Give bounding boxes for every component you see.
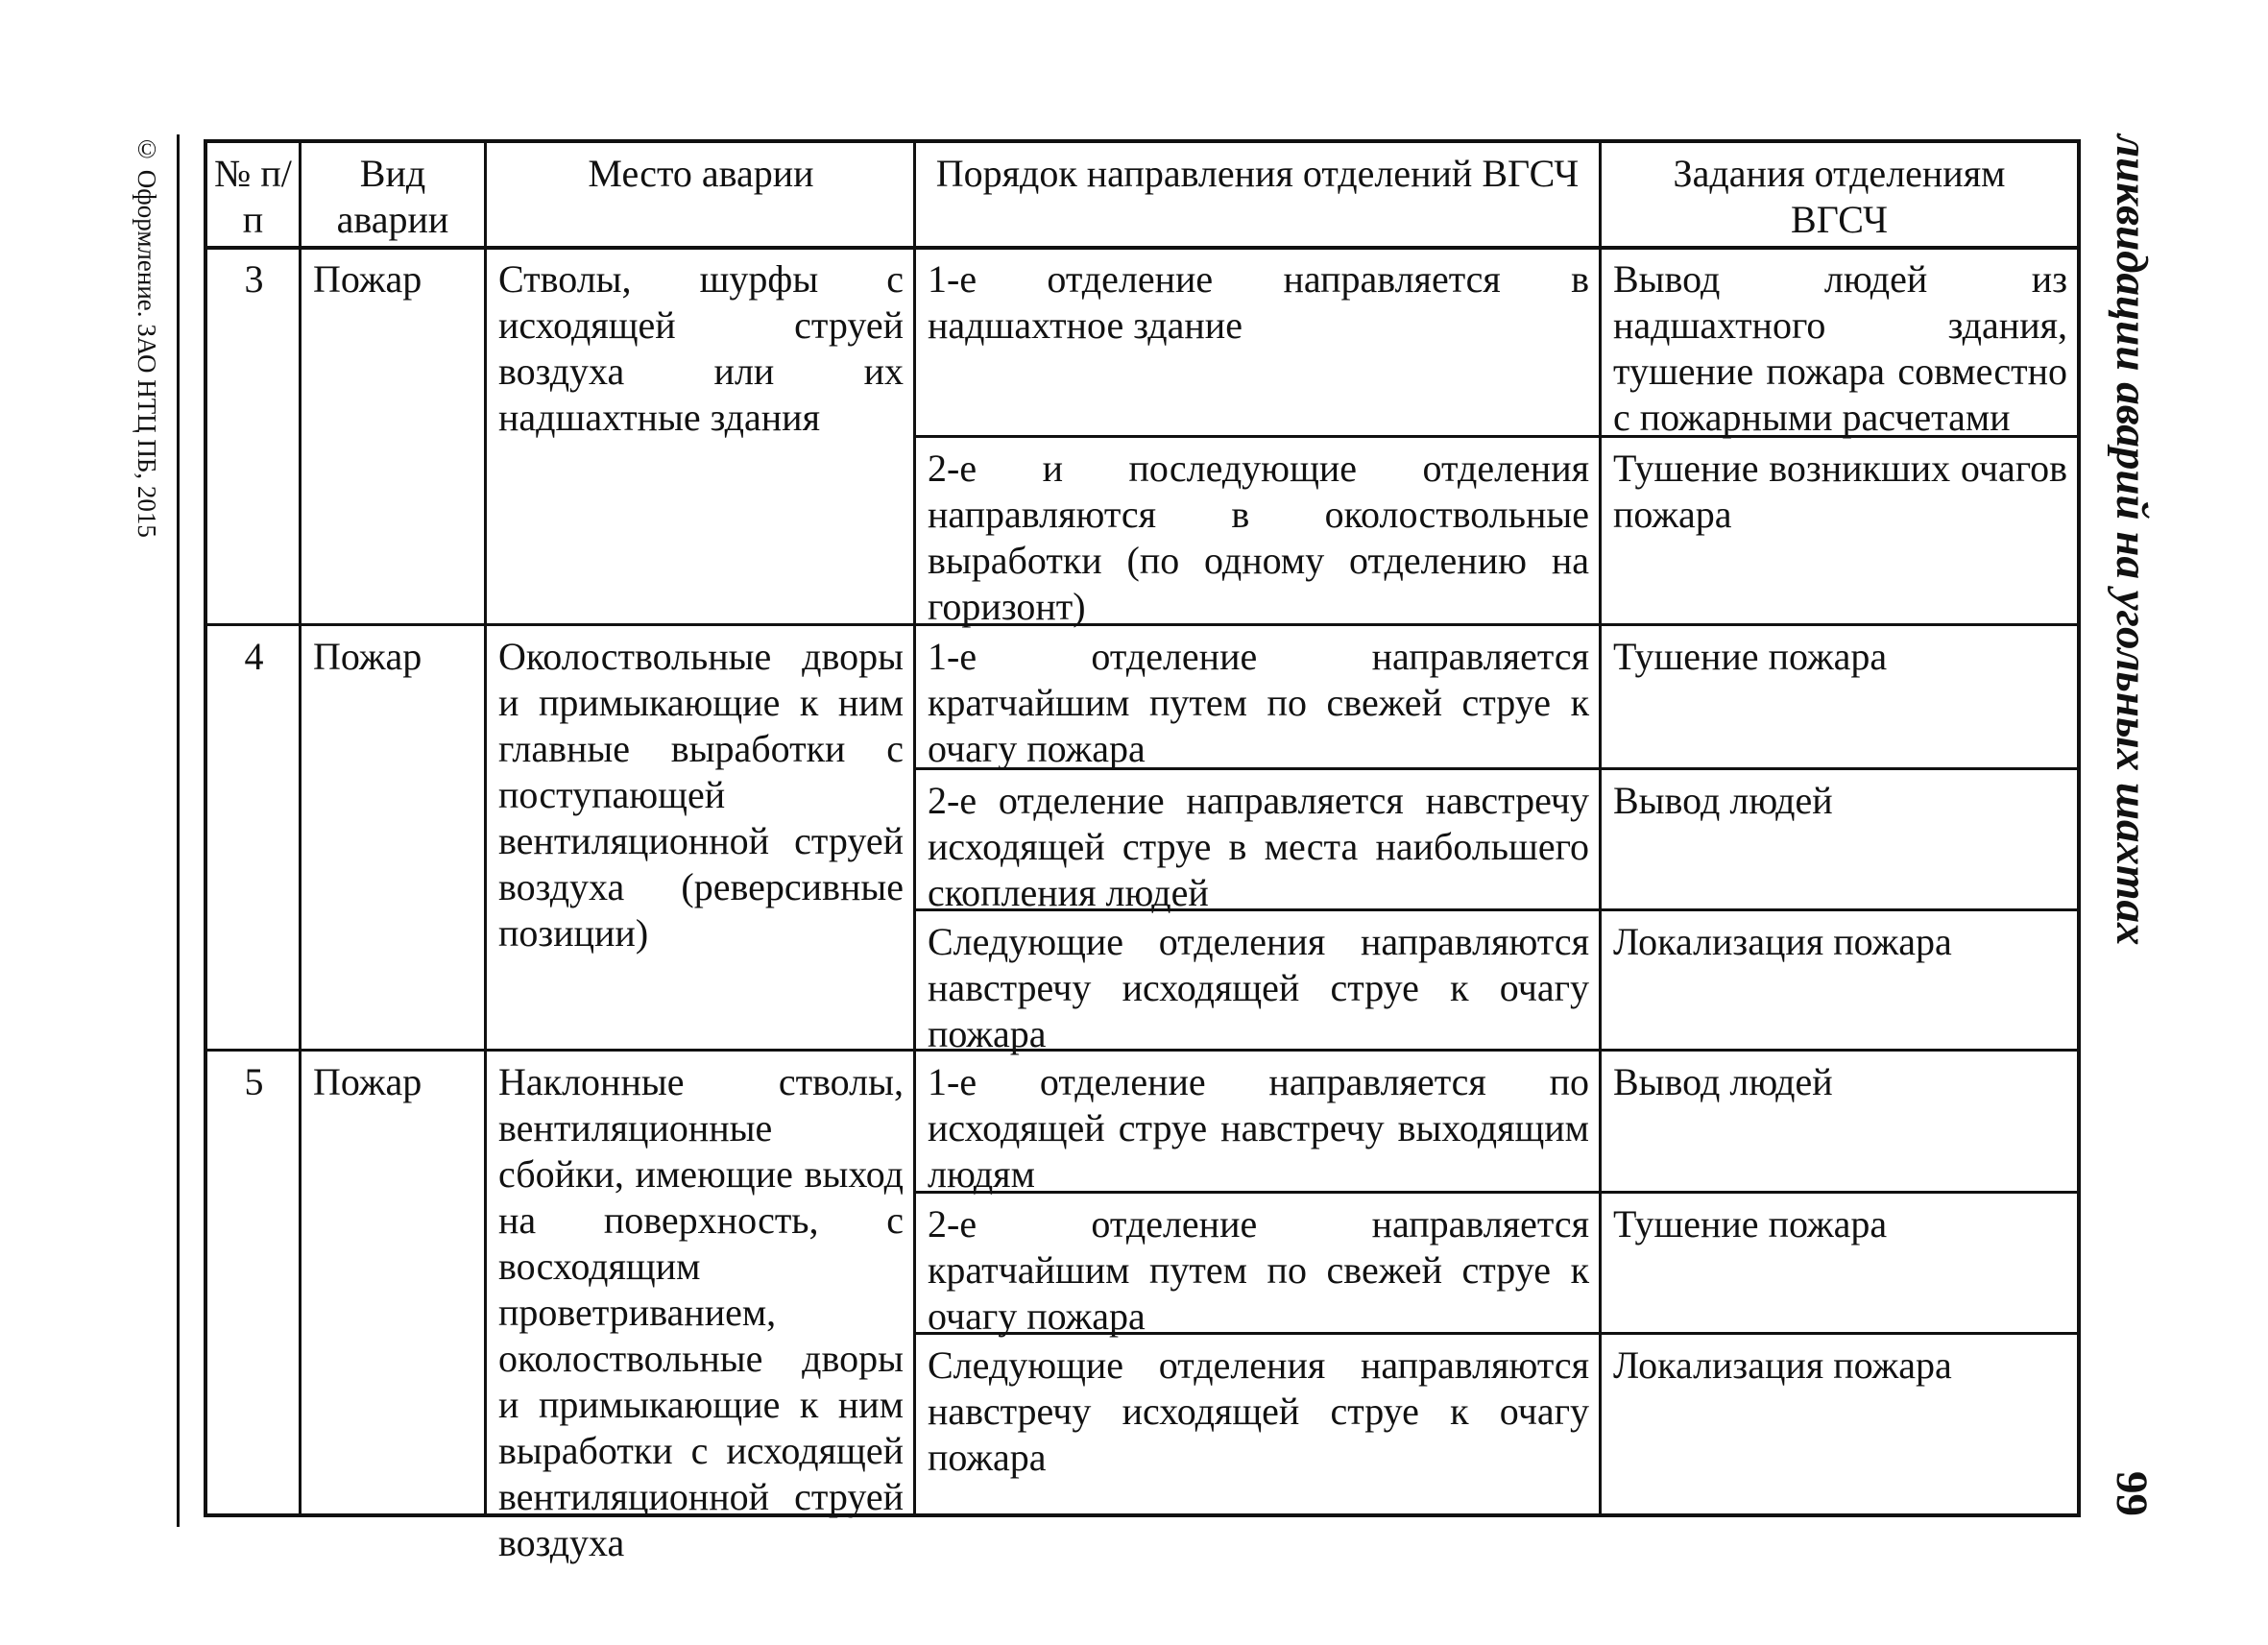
dispatch-order: 2-е и последующие отделения направляются в околоствольные выработки (по одному отделению на горизонт) (928, 447, 1589, 628)
page-number: 99 (2107, 1471, 2157, 1516)
row-number: 4 (244, 635, 264, 678)
row-number: 3 (244, 257, 264, 301)
dispatch-order: 1-е отделение направляется в надшахтное здание (928, 257, 1589, 347)
dispatch-order: 2-е отделение направляется навстречу исходящей струе в места наибольшего скопления людей (928, 779, 1589, 914)
row-number: 5 (244, 1060, 264, 1103)
accident-type: Пожар (313, 1060, 422, 1103)
accident-place: Наклонные стволы, вентиляционные сбойки, имеющие выход на поверхность, с восходящим проветриванием, околоствольные дворы и примыкающие к ним выработки с исходящей вентиляционной струей воздуха (498, 1060, 904, 1564)
running-title: ликвидации аварий на угольных шахтах (2107, 134, 2157, 946)
accident-response-table (204, 139, 2081, 1564)
copyright-footer: © Оформление. ЗАО НТЦ ПБ, 2015 (133, 134, 161, 538)
dispatch-task: Вывод людей из надшахтного здания, тушение пожара совместно с пожарными расчетами (1613, 257, 2067, 439)
dispatch-order: 1-е отделение направляется по исходящей струе навстречу выходящим людям (928, 1060, 1589, 1196)
dispatch-order: 2-е отделение направляется кратчайшим путем по свежей струе к очагу пожара (928, 1202, 1589, 1338)
header-dispatch-order: Порядок направления отделений ВГСЧ (935, 152, 1580, 195)
dispatch-task: Вывод людей (1613, 1060, 1833, 1103)
dispatch-task: Тушение возникших очагов пожара (1613, 447, 2067, 536)
header-tasks: Задания отделениям ВГСЧ (1673, 152, 2006, 241)
accident-type: Пожар (313, 257, 422, 301)
dispatch-task: Вывод людей (1613, 779, 1833, 822)
dispatch-order: 1-е отделение направляется кратчайшим путем по свежей струе к очагу пожара (928, 635, 1589, 770)
margin-rule (177, 134, 180, 1527)
header-accident-type: Вид аварии (336, 152, 449, 241)
dispatch-order: Следующие отделения направляются навстречу исходящей струе к очагу пожара (928, 920, 1589, 1055)
dispatch-order: Следующие отделения направляются навстречу исходящей струе к очагу пожара (928, 1343, 1589, 1479)
accident-place: Стволы, шурфы с исходящей струей воздуха или их надшахтные здания (498, 257, 904, 439)
dispatch-task: Тушение пожара (1613, 1202, 1888, 1246)
dispatch-task: Локализация пожара (1613, 920, 1952, 963)
dispatch-task: Тушение пожара (1613, 635, 1888, 678)
accident-type: Пожар (313, 635, 422, 678)
dispatch-task: Локализация пожара (1613, 1343, 1952, 1387)
header-accident-place: Место аварии (588, 152, 814, 195)
accident-place: Околоствольные дворы и примыкающие к ним главные выработки с поступающей вентиляционной струей воздуха (реверсивные позиции) (498, 635, 904, 955)
header-number: № п/п (214, 152, 292, 241)
